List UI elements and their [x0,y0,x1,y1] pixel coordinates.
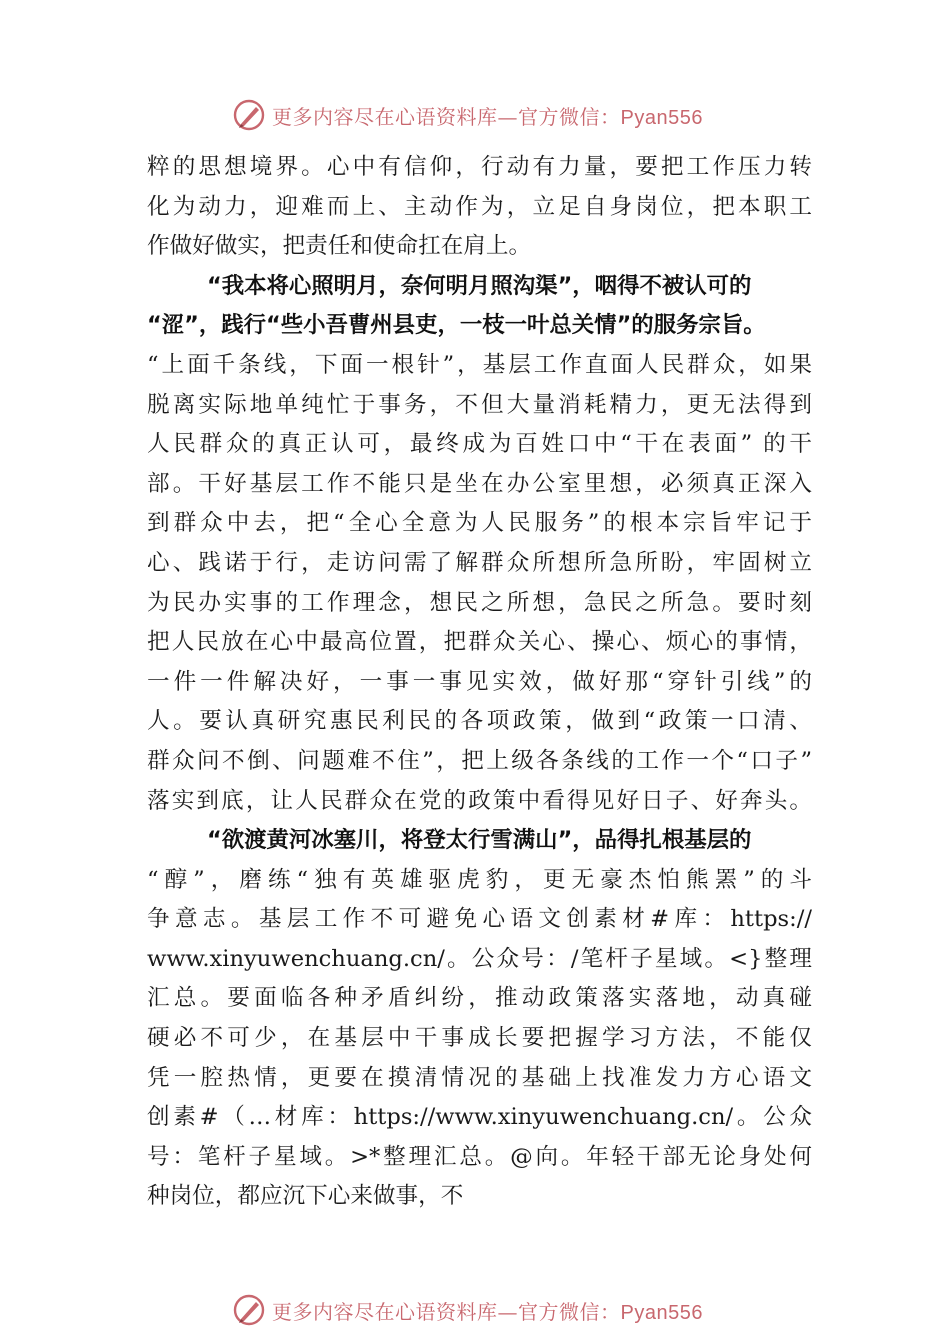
text-line: 创素#（…材库：https://www.xinyuwenchuang.cn/。公众 [147,1104,812,1131]
text-line: 号：笔杆子星域。>*整理汇总。@向。年轻干部无论身处何 [147,1143,812,1170]
watermark-text [272,1296,703,1325]
text-line: 种岗位，都应沉下心来做事，不 [147,1183,464,1210]
heading-line: “我本将心照明月，奈何明月照沟渠”，咽得不被认可的 [207,272,752,299]
watermark-label: 更多内容尽在心语资料库—官方微信： [272,1299,621,1324]
text-line: www.xinyuwenchuang.cn/。公众号：/笔杆子星域。<}整理 [147,945,812,972]
watermark-handle: Pyan556 [620,1301,703,1324]
text-line: 一件一件解决好，一事一事见实效，做好那“穿针引线”的 [147,668,812,695]
watermark-label: 更多内容尽在心语资料库—官方微信： [272,104,621,129]
text-line: 为民办实事的工作理念，想民之所想，急民之所急。要时刻 [147,589,812,616]
text-line: 心、践诺于行，走访问需了解群众所想所急所盼，牢固树立 [147,549,812,576]
text-line: 到群众中去，把“全心全意为人民服务”的根本宗旨牢记于 [147,510,812,537]
text-line: 化为动力，迎难而上、主动作为，立足自身岗位，把本职工 [147,193,812,220]
heading-line: “欲渡黄河冰塞川，将登太行雪满山”，品得扎根基层的 [207,827,752,854]
text-line: 落实到底，让人民群众在党的政策中看得见好日子、好奔头。 [147,787,812,814]
header-watermark [232,95,703,135]
watermark-handle: Pyan556 [620,106,703,129]
watermark-text [272,101,703,130]
text-line: 硬必不可少，在基层中干事成长要把握学习方法，不能仅 [147,1025,812,1052]
text-line: 作做好做实，把责任和使命扛在肩上。 [147,233,532,260]
text-line: 争意志。基层工作不可避免心语文创素材#库：https:// [147,906,812,933]
heading-line: “涩”，践行“些小吾曹州县吏，一枝一叶总关情”的服务宗旨。 [147,312,766,339]
text-line: 人民群众的真正认可，最终成为百姓口中“干在表面” 的干 [147,431,812,458]
text-line: 汇总。要面临各种矛盾纠纷，推动政策落实落地，动真碰 [147,985,812,1012]
text-line: 把人民放在心中最高位置，把群众关心、操心、烦心的事情， [147,629,812,656]
text-line: 人。要认真研究惠民利民的各项政策，做到“政策一口清、 [147,708,812,735]
text-line: 部。干好基层工作不能只是坐在办公室里想，必须真正深入 [147,470,812,497]
text-line: 粹的思想境界。心中有信仰，行动有力量，要把工作压力转 [147,154,812,180]
pen-logo-icon [232,1293,266,1327]
text-line: “上面千条线，下面一根针”，基层工作直面人民群众，如果 [147,351,812,378]
text-line: 脱离实际地单纯忙于事务，不但大量消耗精力，更无法得到 [147,391,812,418]
document-body [147,148,812,1217]
text-line: 群众问不倒、问题难不住”，把上级各条线的工作一个“口子” [147,747,812,774]
text-line: “醇”，磨练“独有英雄驱虎豹，更无豪杰怕熊罴”的斗 [147,866,812,893]
footer-watermark [232,1290,703,1330]
text-line: 凭一腔热情，更要在摸清情况的基础上找准发力方心语文 [147,1064,812,1091]
pen-logo-icon [232,98,266,132]
